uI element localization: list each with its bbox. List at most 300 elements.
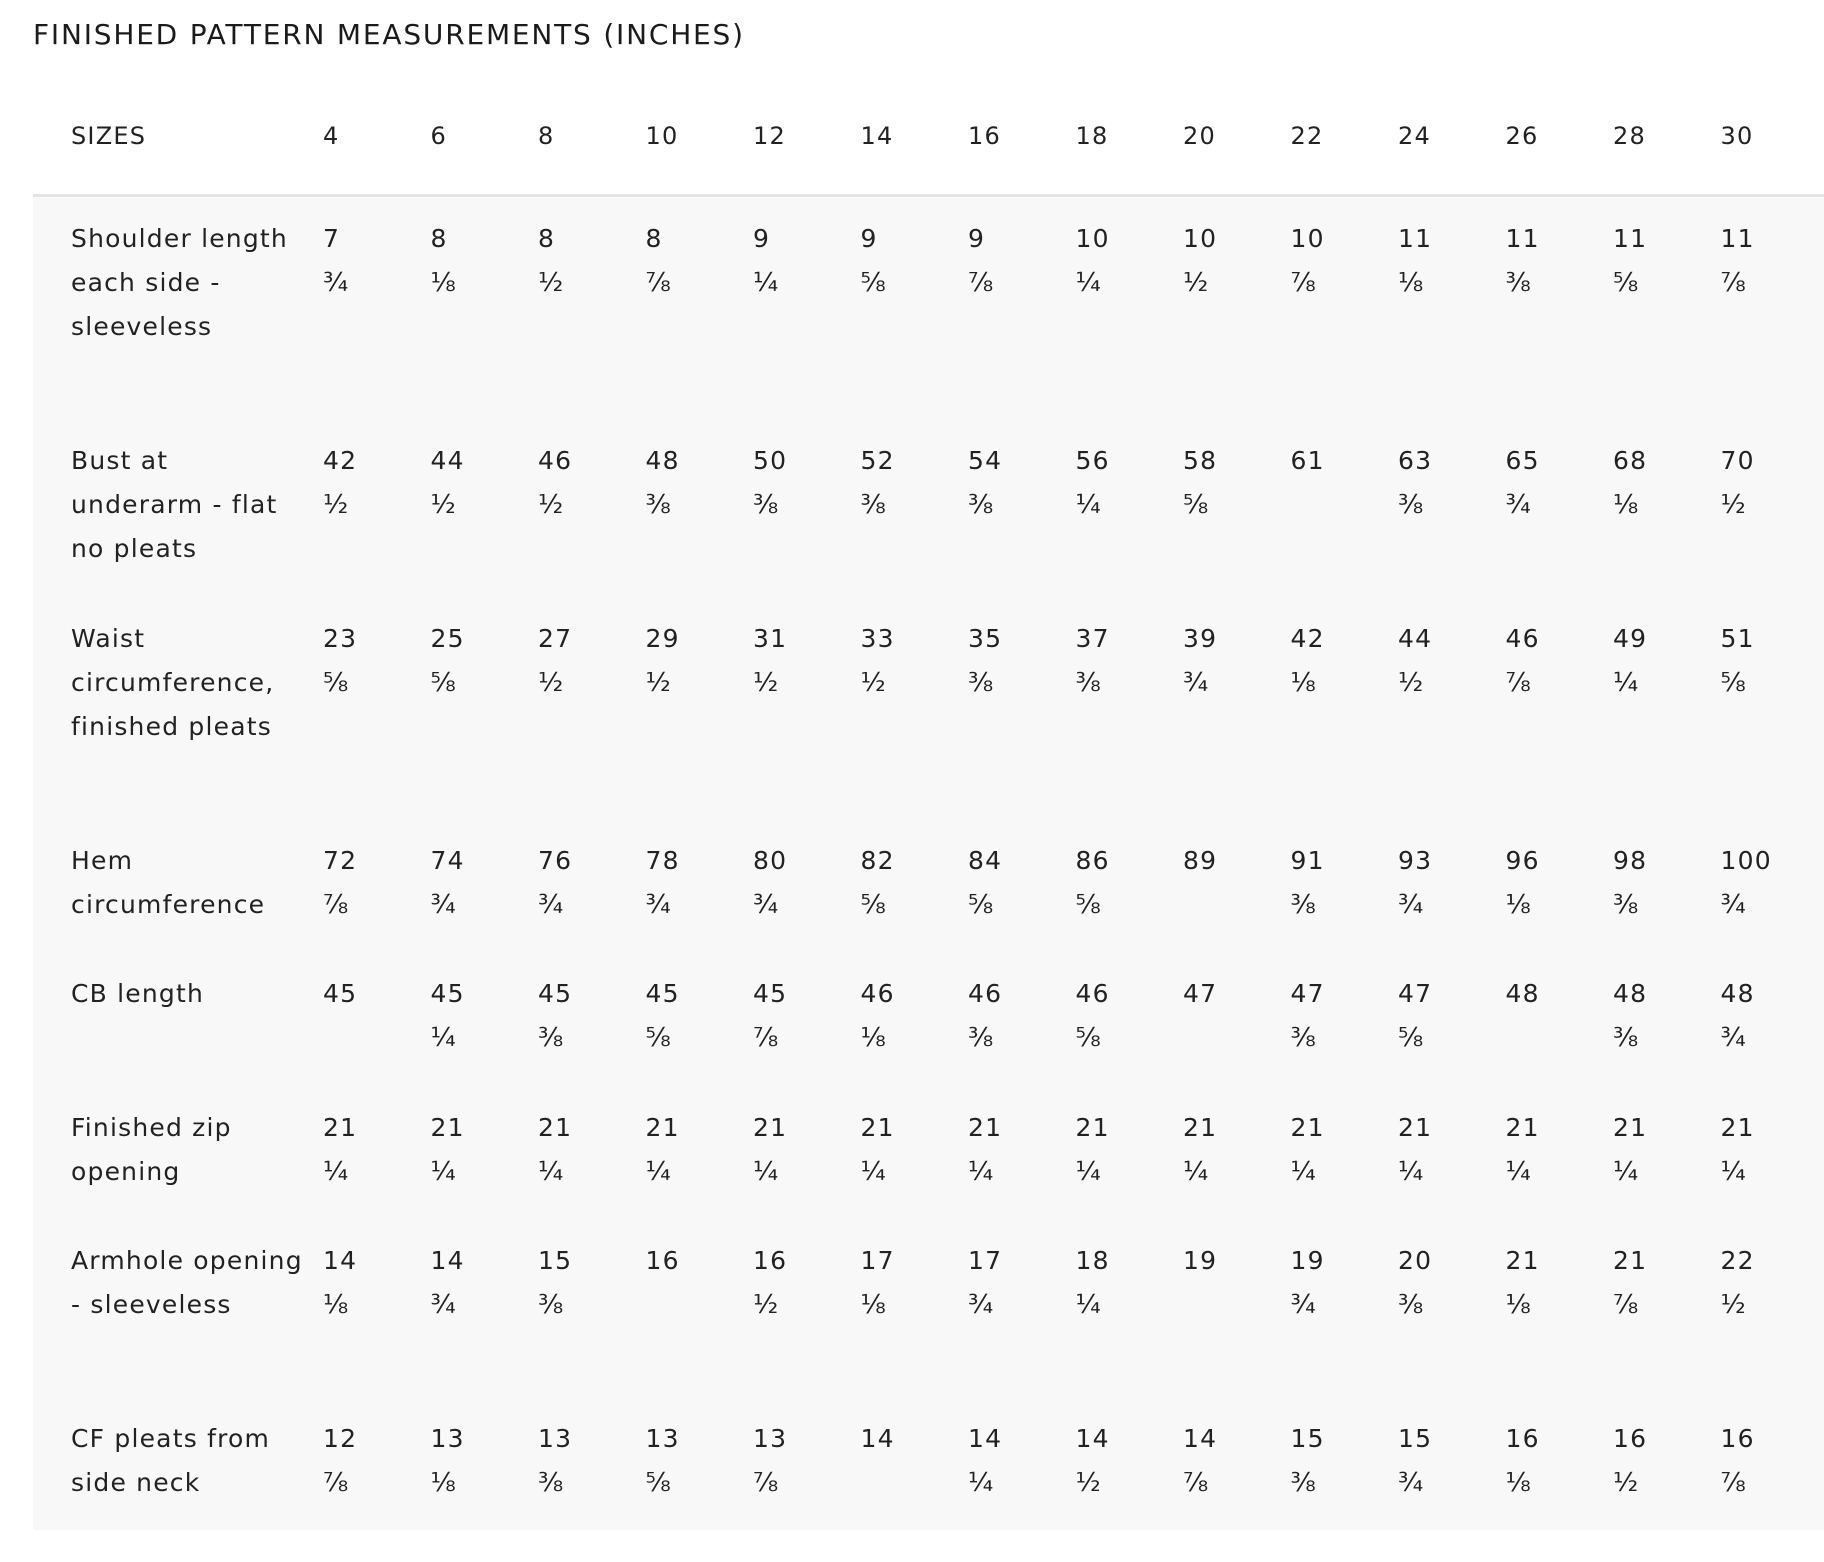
measurement-fraction: ⅛	[1290, 668, 1317, 698]
measurement-fraction: ¼	[860, 1157, 887, 1187]
measurement-whole: 12	[323, 1424, 358, 1453]
measurement-whole: 15	[538, 1246, 573, 1275]
measurement-fraction: ½	[538, 668, 565, 698]
measurement-fraction: ¼	[538, 1157, 565, 1187]
measurement-fraction: ½	[645, 668, 672, 698]
measurement-cell	[968, 1086, 1076, 1219]
measurement-cell	[1506, 1086, 1614, 1219]
measurement-whole: 31	[753, 624, 788, 653]
measurement-whole: 37	[1075, 624, 1110, 653]
size-header: 22	[1291, 78, 1399, 196]
measurement-fraction: ⅛	[860, 1023, 887, 1053]
measurement-cell	[431, 1219, 539, 1397]
row-label: CF pleats from side neck	[33, 1397, 323, 1530]
measurement-whole: 11	[1613, 224, 1648, 253]
measurement-cell	[1613, 597, 1721, 819]
measurement-whole: 19	[1183, 1246, 1218, 1275]
measurement-fraction: ¼	[430, 1157, 457, 1187]
measurement-fraction: ⅝	[1720, 668, 1747, 698]
measurement-whole: 45	[430, 979, 465, 1008]
measurement-cell	[323, 952, 431, 1086]
measurement-fraction: ¼	[753, 1157, 780, 1187]
measurement-whole: 14	[323, 1246, 358, 1275]
measurement-whole: 49	[1613, 624, 1648, 653]
measurement-fraction: ½	[538, 268, 565, 298]
measurement-fraction: ⅝	[645, 1023, 672, 1053]
measurement-whole: 13	[430, 1424, 465, 1453]
measurement-cell	[1076, 1219, 1184, 1397]
measurement-whole: 11	[1505, 224, 1540, 253]
measurement-fraction: ¾	[1398, 890, 1425, 920]
measurement-whole: 80	[753, 846, 788, 875]
measurement-whole: 13	[538, 1424, 573, 1453]
measurement-fraction: ¼	[645, 1157, 672, 1187]
measurement-cell	[1076, 196, 1184, 420]
size-header: 6	[431, 78, 539, 196]
measurement-fraction: ⅝	[1183, 490, 1210, 520]
measurement-cell	[1183, 597, 1291, 819]
measurement-whole: 46	[1075, 979, 1110, 1008]
measurement-fraction: ⅜	[538, 1468, 565, 1498]
measurement-cell	[753, 952, 861, 1086]
measurement-whole: 45	[645, 979, 680, 1008]
row-label: CB length	[33, 952, 323, 1086]
measurement-whole: 44	[430, 446, 465, 475]
measurement-cell	[861, 952, 969, 1086]
measurement-cell	[1613, 196, 1721, 420]
measurement-cell	[1721, 952, 1824, 1086]
measurement-whole: 51	[1720, 624, 1755, 653]
measurement-whole: 96	[1505, 846, 1540, 875]
measurement-fraction: ⅜	[968, 668, 995, 698]
page-title: FINISHED PATTERN MEASUREMENTS (INCHES)	[33, 18, 745, 51]
measurement-fraction: ⅞	[753, 1468, 780, 1498]
measurement-fraction: ½	[1183, 268, 1210, 298]
measurement-cell	[1291, 1219, 1399, 1397]
measurement-cell	[861, 1397, 969, 1530]
measurement-whole: 7	[323, 224, 341, 253]
measurement-cell	[1721, 597, 1824, 819]
measurement-whole: 8	[538, 224, 556, 253]
measurement-whole: 21	[1075, 1113, 1110, 1142]
measurement-fraction: ⅝	[1398, 1023, 1425, 1053]
measurement-whole: 18	[1075, 1246, 1110, 1275]
measurement-cell	[538, 196, 646, 420]
measurement-whole: 21	[645, 1113, 680, 1142]
measurement-fraction: ¼	[430, 1023, 457, 1053]
measurement-cell	[1721, 819, 1824, 952]
size-header: 20	[1183, 78, 1291, 196]
measurement-fraction: ⅜	[1290, 890, 1317, 920]
measurement-cell	[1613, 1397, 1721, 1530]
measurements-table	[33, 78, 1824, 1530]
measurement-cell	[646, 1219, 754, 1397]
size-header: 14	[861, 78, 969, 196]
measurement-fraction: ¾	[323, 268, 350, 298]
measurement-whole: 21	[860, 1113, 895, 1142]
measurement-whole: 21	[538, 1113, 573, 1142]
measurement-cell	[1291, 952, 1399, 1086]
measurement-whole: 13	[753, 1424, 788, 1453]
measurement-whole: 70	[1720, 446, 1755, 475]
measurement-cell	[1506, 597, 1614, 819]
measurement-fraction: ⅜	[1075, 668, 1102, 698]
measurement-fraction: ¼	[968, 1468, 995, 1498]
table-row	[33, 1086, 1824, 1219]
measurement-fraction: ⅛	[1613, 490, 1640, 520]
measurement-whole: 78	[645, 846, 680, 875]
measurement-fraction: ⅛	[1505, 1468, 1532, 1498]
measurement-cell	[538, 952, 646, 1086]
measurement-fraction: ⅛	[430, 268, 457, 298]
row-label: Bust at underarm - flat no pleats	[33, 419, 323, 597]
measurement-fraction: ⅞	[1613, 1290, 1640, 1320]
measurement-fraction: ½	[1075, 1468, 1102, 1498]
measurement-whole: 29	[645, 624, 680, 653]
measurement-whole: 46	[1505, 624, 1540, 653]
measurement-fraction: ⅝	[323, 668, 350, 698]
measurement-whole: 98	[1613, 846, 1648, 875]
measurement-cell	[1613, 952, 1721, 1086]
measurement-fraction: ¼	[1613, 668, 1640, 698]
measurement-fraction: ¼	[1075, 1290, 1102, 1320]
measurement-whole: 19	[1290, 1246, 1325, 1275]
measurement-whole: 84	[968, 846, 1003, 875]
measurement-cell	[1613, 419, 1721, 597]
measurement-fraction: ½	[323, 490, 350, 520]
measurement-whole: 45	[753, 979, 788, 1008]
measurement-whole: 93	[1398, 846, 1433, 875]
measurement-cell	[1183, 952, 1291, 1086]
measurement-fraction: ⅞	[753, 1023, 780, 1053]
measurement-whole: 42	[323, 446, 358, 475]
row-label: Shoulder length each side - sleeveless	[33, 196, 323, 420]
measurement-whole: 16	[645, 1246, 680, 1275]
measurement-whole: 16	[1613, 1424, 1648, 1453]
measurement-whole: 11	[1398, 224, 1433, 253]
measurement-cell	[538, 1086, 646, 1219]
measurement-cell	[968, 952, 1076, 1086]
measurement-cell	[1398, 952, 1506, 1086]
measurement-cell	[861, 597, 969, 819]
measurement-whole: 47	[1290, 979, 1325, 1008]
table-row	[33, 1219, 1824, 1397]
measurement-cell	[753, 419, 861, 597]
measurement-cell	[1398, 597, 1506, 819]
measurement-fraction: ¼	[1075, 268, 1102, 298]
measurement-fraction: ⅞	[323, 890, 350, 920]
measurement-whole: 45	[323, 979, 358, 1008]
measurement-whole: 21	[968, 1113, 1003, 1142]
measurement-fraction: ⅜	[645, 490, 672, 520]
measurement-fraction: ⅝	[860, 890, 887, 920]
measurement-fraction: ⅞	[1290, 268, 1317, 298]
measurement-whole: 63	[1398, 446, 1433, 475]
sizes-header: SIZES	[33, 78, 323, 196]
size-header: 12	[753, 78, 861, 196]
measurement-fraction: ¾	[430, 890, 457, 920]
measurement-cell	[646, 419, 754, 597]
measurement-cell	[1721, 1397, 1824, 1530]
measurement-cell	[538, 419, 646, 597]
measurement-whole: 16	[753, 1246, 788, 1275]
measurement-cell	[1183, 196, 1291, 420]
measurement-cell	[323, 196, 431, 420]
measurement-cell	[431, 1086, 539, 1219]
measurement-fraction: ⅜	[1398, 1290, 1425, 1320]
size-header: 4	[323, 78, 431, 196]
measurement-cell	[323, 1086, 431, 1219]
measurement-fraction: ⅛	[323, 1290, 350, 1320]
measurement-cell	[1721, 419, 1824, 597]
measurement-cell	[1291, 1086, 1399, 1219]
measurement-fraction: ¾	[968, 1290, 995, 1320]
measurement-fraction: ⅝	[968, 890, 995, 920]
measurement-cell	[323, 597, 431, 819]
measurement-cell	[968, 597, 1076, 819]
measurement-whole: 44	[1398, 624, 1433, 653]
measurement-cell	[646, 196, 754, 420]
measurement-fraction: ¼	[1075, 490, 1102, 520]
measurement-fraction: ⅞	[323, 1468, 350, 1498]
measurement-cell	[861, 196, 969, 420]
measurement-cell	[538, 1219, 646, 1397]
measurement-whole: 16	[1505, 1424, 1540, 1453]
measurement-cell	[861, 819, 969, 952]
measurement-cell	[1613, 1086, 1721, 1219]
measurement-cell	[323, 819, 431, 952]
measurement-cell	[1076, 419, 1184, 597]
measurement-cell	[753, 819, 861, 952]
measurement-cell	[1506, 952, 1614, 1086]
measurement-cell	[538, 819, 646, 952]
measurement-whole: 46	[860, 979, 895, 1008]
measurement-cell	[1291, 1397, 1399, 1530]
table-row	[33, 419, 1824, 597]
size-header: 18	[1076, 78, 1184, 196]
size-header: 26	[1506, 78, 1614, 196]
measurement-cell	[538, 597, 646, 819]
measurement-cell	[1721, 1219, 1824, 1397]
measurement-whole: 48	[1505, 979, 1540, 1008]
table-row	[33, 597, 1824, 819]
measurement-fraction: ½	[1720, 490, 1747, 520]
measurement-cell	[968, 819, 1076, 952]
measurement-whole: 21	[1505, 1246, 1540, 1275]
measurement-cell	[431, 196, 539, 420]
measurement-cell	[323, 1397, 431, 1530]
measurement-fraction: ⅜	[1505, 268, 1532, 298]
measurement-fraction: ⅝	[430, 668, 457, 698]
measurement-cell	[1076, 1397, 1184, 1530]
measurement-cell	[753, 1086, 861, 1219]
measurement-fraction: ⅜	[1398, 490, 1425, 520]
measurement-fraction: ¼	[1505, 1157, 1532, 1187]
row-label: Armhole opening - sleeveless	[33, 1219, 323, 1397]
measurement-cell	[1398, 819, 1506, 952]
measurement-fraction: ⅞	[645, 268, 672, 298]
measurement-whole: 14	[968, 1424, 1003, 1453]
measurement-cell	[861, 1086, 969, 1219]
measurement-whole: 33	[860, 624, 895, 653]
measurement-whole: 46	[968, 979, 1003, 1008]
measurement-cell	[1291, 597, 1399, 819]
measurement-whole: 21	[1613, 1246, 1648, 1275]
measurement-whole: 35	[968, 624, 1003, 653]
measurement-whole: 20	[1398, 1246, 1433, 1275]
measurement-whole: 48	[1720, 979, 1755, 1008]
measurement-fraction: ½	[1398, 668, 1425, 698]
measurement-whole: 91	[1290, 846, 1325, 875]
measurement-fraction: ⅜	[1290, 1468, 1317, 1498]
measurement-whole: 21	[430, 1113, 465, 1142]
measurement-fraction: ⅝	[1075, 890, 1102, 920]
measurement-cell	[431, 952, 539, 1086]
measurement-cell	[1613, 1219, 1721, 1397]
measurement-fraction: ¼	[1720, 1157, 1747, 1187]
measurement-whole: 17	[968, 1246, 1003, 1275]
measurement-fraction: ¾	[1290, 1290, 1317, 1320]
measurement-fraction: ⅜	[538, 1290, 565, 1320]
measurement-fraction: ½	[430, 490, 457, 520]
measurement-whole: 27	[538, 624, 573, 653]
measurement-cell	[646, 597, 754, 819]
measurement-fraction: ⅛	[860, 1290, 887, 1320]
size-header: 28	[1613, 78, 1721, 196]
measurement-fraction: ⅝	[1075, 1023, 1102, 1053]
measurement-whole: 22	[1720, 1246, 1755, 1275]
measurement-whole: 46	[538, 446, 573, 475]
measurement-cell	[1076, 1086, 1184, 1219]
measurement-cell	[1183, 819, 1291, 952]
measurement-cell	[1183, 1219, 1291, 1397]
measurement-whole: 74	[430, 846, 465, 875]
measurement-cell	[323, 419, 431, 597]
measurement-whole: 15	[1398, 1424, 1433, 1453]
measurement-whole: 61	[1290, 446, 1325, 475]
measurement-whole: 9	[753, 224, 771, 253]
measurement-fraction: ⅜	[753, 490, 780, 520]
measurement-whole: 72	[323, 846, 358, 875]
measurement-cell	[1076, 819, 1184, 952]
measurement-fraction: ½	[753, 1290, 780, 1320]
measurement-whole: 21	[1398, 1113, 1433, 1142]
measurement-whole: 23	[323, 624, 358, 653]
measurement-cell	[431, 597, 539, 819]
measurement-whole: 56	[1075, 446, 1110, 475]
measurement-whole: 65	[1505, 446, 1540, 475]
measurement-cell	[1398, 1086, 1506, 1219]
measurement-fraction: ⅜	[1290, 1023, 1317, 1053]
measurement-cell	[646, 819, 754, 952]
measurement-whole: 9	[968, 224, 986, 253]
measurement-whole: 8	[645, 224, 663, 253]
measurement-whole: 89	[1183, 846, 1218, 875]
measurement-whole: 39	[1183, 624, 1218, 653]
measurement-fraction: ¾	[1505, 490, 1532, 520]
measurement-fraction: ¼	[1075, 1157, 1102, 1187]
measurement-fraction: ⅜	[538, 1023, 565, 1053]
measurement-cell	[753, 196, 861, 420]
measurement-whole: 9	[860, 224, 878, 253]
table-row	[33, 196, 1824, 420]
measurement-cell	[1506, 196, 1614, 420]
measurement-cell	[1398, 1397, 1506, 1530]
row-label: Waist circumference, finished pleats	[33, 597, 323, 819]
measurement-cell	[861, 1219, 969, 1397]
size-header: 8	[538, 78, 646, 196]
measurement-whole: 15	[1290, 1424, 1325, 1453]
measurement-whole: 47	[1183, 979, 1218, 1008]
measurement-cell	[1183, 1397, 1291, 1530]
measurement-cell	[968, 419, 1076, 597]
measurement-fraction: ½	[860, 668, 887, 698]
measurement-whole: 21	[323, 1113, 358, 1142]
measurement-fraction: ⅛	[1398, 268, 1425, 298]
measurement-cell	[753, 597, 861, 819]
measurement-cell	[1398, 1219, 1506, 1397]
measurement-cell	[646, 1086, 754, 1219]
measurement-cell	[538, 1397, 646, 1530]
measurement-fraction: ⅞	[1183, 1468, 1210, 1498]
size-header: 30	[1721, 78, 1824, 196]
table-row	[33, 952, 1824, 1086]
measurement-cell	[431, 819, 539, 952]
measurement-fraction: ½	[1613, 1468, 1640, 1498]
measurement-cell	[1291, 819, 1399, 952]
measurement-fraction: ⅜	[1613, 890, 1640, 920]
measurement-whole: 10	[1183, 224, 1218, 253]
measurement-cell	[1398, 196, 1506, 420]
measurement-cell	[431, 1397, 539, 1530]
measurement-fraction: ¾	[430, 1290, 457, 1320]
measurement-whole: 25	[430, 624, 465, 653]
measurement-cell	[1506, 819, 1614, 952]
measurement-fraction: ⅞	[1505, 668, 1532, 698]
measurement-whole: 86	[1075, 846, 1110, 875]
measurement-whole: 48	[645, 446, 680, 475]
measurement-fraction: ¼	[1398, 1157, 1425, 1187]
measurement-fraction: ⅞	[1720, 1468, 1747, 1498]
measurement-fraction: ¾	[1720, 890, 1747, 920]
measurement-cell	[753, 1219, 861, 1397]
measurement-whole: 48	[1613, 979, 1648, 1008]
measurement-whole: 68	[1613, 446, 1648, 475]
measurement-whole: 21	[1613, 1113, 1648, 1142]
measurement-whole: 50	[753, 446, 788, 475]
measurement-whole: 21	[1505, 1113, 1540, 1142]
measurement-whole: 14	[1183, 1424, 1218, 1453]
measurement-fraction: ⅝	[645, 1468, 672, 1498]
measurement-fraction: ⅞	[968, 268, 995, 298]
measurement-cell	[646, 1397, 754, 1530]
measurement-fraction: ⅜	[860, 490, 887, 520]
measurement-cell	[1506, 1397, 1614, 1530]
size-header: 24	[1398, 78, 1506, 196]
measurement-fraction: ½	[1720, 1290, 1747, 1320]
row-label: Hem circumference	[33, 819, 323, 952]
measurement-fraction: ⅜	[968, 490, 995, 520]
measurement-fraction: ⅛	[430, 1468, 457, 1498]
table-row	[33, 819, 1824, 952]
size-header: 10	[646, 78, 754, 196]
measurement-whole: 45	[538, 979, 573, 1008]
measurement-whole: 54	[968, 446, 1003, 475]
measurement-cell	[1506, 1219, 1614, 1397]
measurement-cell	[1291, 196, 1399, 420]
measurement-fraction: ¾	[538, 890, 565, 920]
measurement-fraction: ¾	[753, 890, 780, 920]
